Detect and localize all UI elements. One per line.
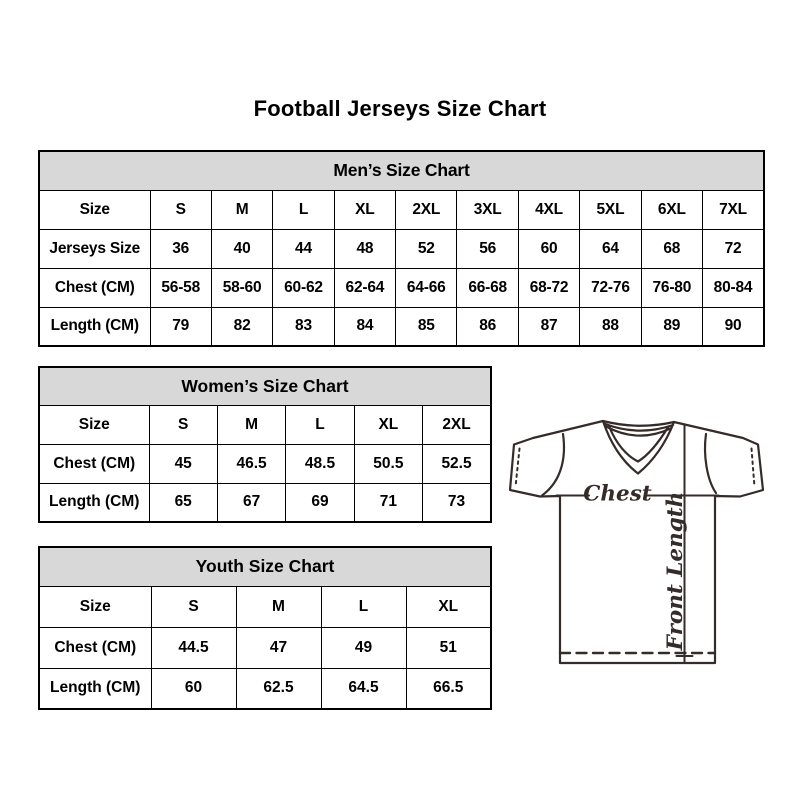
table-cell: 76-80 — [641, 268, 702, 307]
table-cell: 51 — [406, 627, 491, 668]
chest-label: Chest — [583, 481, 652, 507]
table-cell: 56 — [457, 229, 518, 268]
sleeve-stitch-left — [516, 449, 520, 488]
table-cell: 72 — [703, 229, 764, 268]
table-cell: 62.5 — [236, 668, 321, 709]
table-cell: 2XL — [396, 190, 457, 229]
table-cell: 72-76 — [580, 268, 641, 307]
table-cell: 45 — [149, 444, 217, 483]
table-cell: 60-62 — [273, 268, 334, 307]
mens-size-chart-table — [38, 150, 765, 347]
table-cell: 83 — [273, 307, 334, 346]
table-title: Youth Size Chart — [39, 547, 491, 586]
table-title-row — [39, 151, 764, 190]
collar-path — [603, 421, 674, 474]
table-cell: 50.5 — [354, 444, 422, 483]
table-row — [39, 405, 491, 444]
table-cell: L — [273, 190, 334, 229]
table-row — [39, 483, 491, 522]
table-cell: 2XL — [423, 405, 491, 444]
table-cell: 69 — [286, 483, 354, 522]
table-cell: 49 — [321, 627, 406, 668]
table-cell: 56-58 — [150, 268, 211, 307]
table-row — [39, 190, 764, 229]
table-cell: 68-72 — [518, 268, 579, 307]
table-cell: 66.5 — [406, 668, 491, 709]
youth-size-chart-table — [38, 546, 492, 710]
table-cell: 60 — [518, 229, 579, 268]
armhole-seam-left — [542, 434, 564, 496]
table-cell: 88 — [580, 307, 641, 346]
table-row — [39, 627, 491, 668]
table-cell: 71 — [354, 483, 422, 522]
table-cell: S — [149, 405, 217, 444]
row-label: Chest (CM) — [39, 444, 149, 483]
table-cell: 3XL — [457, 190, 518, 229]
table-cell: 79 — [150, 307, 211, 346]
row-label: Size — [39, 190, 150, 229]
table-cell: 62-64 — [334, 268, 395, 307]
table-cell: 58-60 — [211, 268, 272, 307]
row-label: Chest (CM) — [39, 268, 150, 307]
table-cell: 73 — [423, 483, 491, 522]
table-title-row — [39, 547, 491, 586]
table-cell: 47 — [236, 627, 321, 668]
table-cell: 48.5 — [286, 444, 354, 483]
row-label: Size — [39, 586, 151, 627]
row-label: Size — [39, 405, 149, 444]
table-cell: 84 — [334, 307, 395, 346]
table-cell: 67 — [217, 483, 285, 522]
table-row — [39, 229, 764, 268]
table-cell: M — [211, 190, 272, 229]
jersey-outline-path — [510, 421, 763, 663]
table-cell: 44.5 — [151, 627, 236, 668]
table-cell: 66-68 — [457, 268, 518, 307]
row-label: Length (CM) — [39, 668, 151, 709]
table-cell: 86 — [457, 307, 518, 346]
table-row — [39, 268, 764, 307]
table-cell: 52 — [396, 229, 457, 268]
row-label: Jerseys Size — [39, 229, 150, 268]
table-cell: 48 — [334, 229, 395, 268]
table-cell: M — [217, 405, 285, 444]
table-title: Women’s Size Chart — [39, 367, 491, 405]
table-cell: L — [286, 405, 354, 444]
table-cell: 64-66 — [396, 268, 457, 307]
table-cell: 87 — [518, 307, 579, 346]
row-label: Length (CM) — [39, 483, 149, 522]
table-cell: 64 — [580, 229, 641, 268]
jersey-measurement-diagram — [500, 410, 780, 670]
table-cell: XL — [354, 405, 422, 444]
table-cell: 6XL — [641, 190, 702, 229]
table-cell: 82 — [211, 307, 272, 346]
table-cell: 85 — [396, 307, 457, 346]
row-label: Length (CM) — [39, 307, 150, 346]
table-cell: 44 — [273, 229, 334, 268]
table-cell: XL — [406, 586, 491, 627]
table-cell: 68 — [641, 229, 702, 268]
front-length-label: Front Length — [663, 491, 688, 651]
table-title: Men’s Size Chart — [39, 151, 764, 190]
table-cell: 90 — [703, 307, 764, 346]
page-title: Football Jerseys Size Chart — [253, 96, 547, 121]
armhole-seam-right — [705, 434, 716, 493]
table-cell: 65 — [149, 483, 217, 522]
sleeve-stitch-right — [752, 449, 755, 488]
table-row — [39, 444, 491, 483]
table-cell: 52.5 — [423, 444, 491, 483]
table-cell: 80-84 — [703, 268, 764, 307]
table-cell: 7XL — [703, 190, 764, 229]
table-cell: S — [151, 586, 236, 627]
table-cell: 89 — [641, 307, 702, 346]
table-cell: M — [236, 586, 321, 627]
womens-size-chart-table — [38, 366, 492, 523]
table-row — [39, 668, 491, 709]
table-row — [39, 586, 491, 627]
table-cell: XL — [334, 190, 395, 229]
table-cell: 64.5 — [321, 668, 406, 709]
table-cell: 46.5 — [217, 444, 285, 483]
table-cell: L — [321, 586, 406, 627]
table-row — [39, 307, 764, 346]
table-cell: 5XL — [580, 190, 641, 229]
table-cell: 40 — [211, 229, 272, 268]
row-label: Chest (CM) — [39, 627, 151, 668]
table-cell: 4XL — [518, 190, 579, 229]
table-cell: 60 — [151, 668, 236, 709]
table-cell: S — [150, 190, 211, 229]
table-cell: 36 — [150, 229, 211, 268]
table-title-row — [39, 367, 491, 405]
